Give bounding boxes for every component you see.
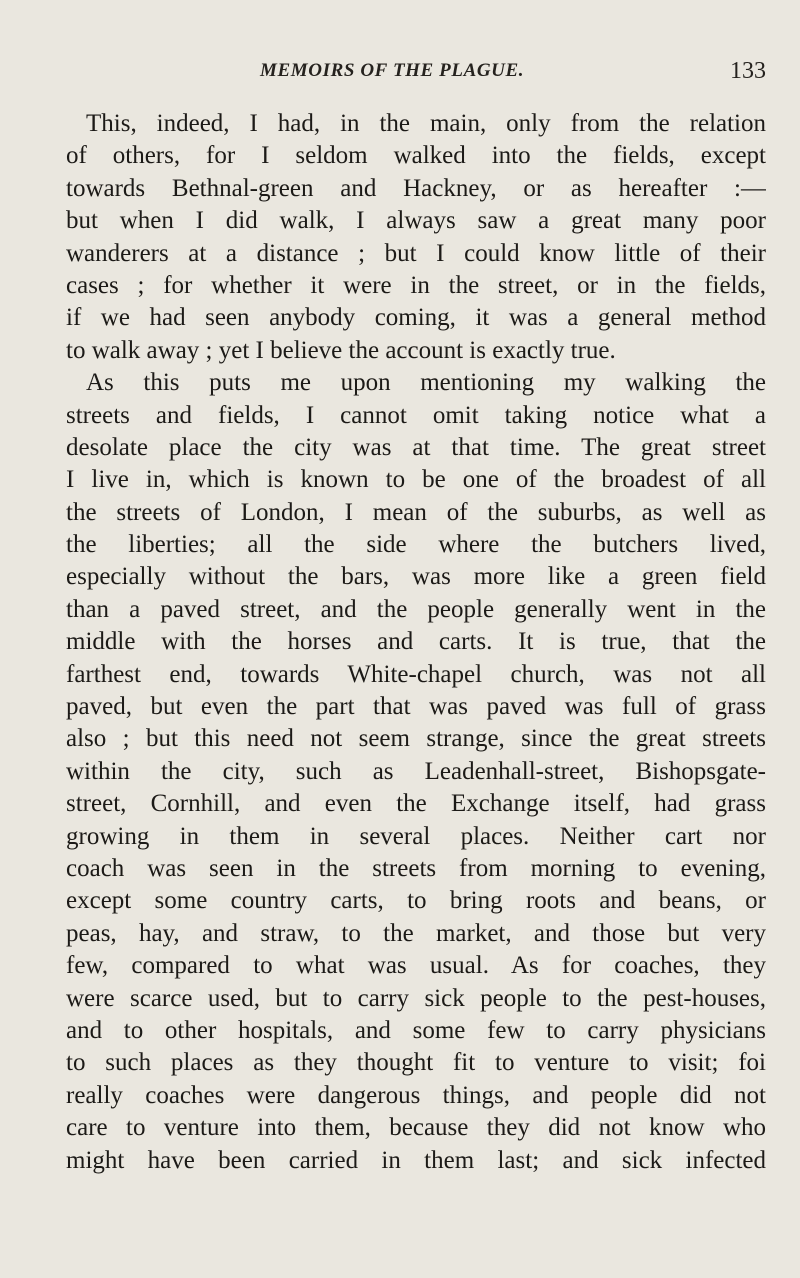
text-line: and to other hospitals, and some few to carry physicians [66, 1016, 766, 1044]
page-header [66, 58, 766, 92]
text-line: the streets of London, I mean of the suburbs, as well as [66, 498, 766, 526]
text-line: few, compared to what was usual. As for coaches, they [66, 952, 766, 980]
text-line: of others, for I seldom walked into the fields, except [66, 142, 766, 170]
text-line: also ; but this need not seem strange, since the great streets [66, 725, 766, 753]
text-line: but when I did walk, I always saw a great many poor [66, 207, 766, 235]
text-line: desolate place the city was at that time. The great street [66, 433, 766, 461]
text-line: care to venture into them, because they did not know who [66, 1114, 766, 1142]
text-line: As this puts me upon mentioning my walking the [86, 369, 766, 397]
text-line: street, Cornhill, and even the Exchange itself, had grass [66, 790, 766, 818]
text-line: to walk away ; yet I believe the account is exactly true. [66, 336, 616, 364]
text-line: coach was seen in the streets from morning to evening, [66, 854, 766, 882]
text-line: This, indeed, I had, in the main, only from the relation [86, 110, 766, 137]
text-line: towards Bethnal-green and Hackney, or as hereafter :— [66, 174, 766, 202]
text-line: except some country carts, to bring roots and beans, or [66, 887, 766, 915]
text-line: the liberties; all the side where the butchers lived, [66, 531, 766, 559]
text-line: if we had seen anybody coming, it was a general method [66, 304, 766, 332]
text-line: farthest end, towards White-chapel church, was not all [66, 660, 766, 688]
text-line: to such places as they thought fit to venture to visit; foi [66, 1049, 766, 1077]
text-line: wanderers at a distance ; but I could know little of their [66, 239, 766, 267]
body-text [66, 108, 766, 1177]
text-line: were scarce used, but to carry sick people to the pest-houses, [66, 984, 766, 1012]
text-line: cases ; for whether it were in the street, or in the fields, [66, 271, 766, 299]
text-line: might have been carried in them last; and sick infected [66, 1146, 766, 1174]
text-line: I live in, which is known to be one of the broadest of all [66, 466, 766, 494]
text-line: paved, but even the part that was paved was full of grass [66, 693, 766, 721]
text-line: especially without the bars, was more like a green field [66, 563, 766, 591]
text-line: really coaches were dangerous things, and people did not [66, 1081, 766, 1109]
text-line: growing in them in several places. Neither cart nor [66, 822, 766, 850]
running-title: MEMOIRS OF THE PLAGUE. [260, 60, 525, 81]
text-line: peas, hay, and straw, to the market, and those but very [66, 919, 766, 947]
page-number: 133 [730, 58, 766, 84]
text-line: streets and fields, I cannot omit taking notice what a [66, 401, 766, 429]
text-line: within the city, such as Leadenhall-street, Bishopsgate- [66, 757, 766, 785]
text-line: middle with the horses and carts. It is true, that the [66, 628, 766, 656]
text-line: than a paved street, and the people generally went in the [66, 595, 766, 623]
